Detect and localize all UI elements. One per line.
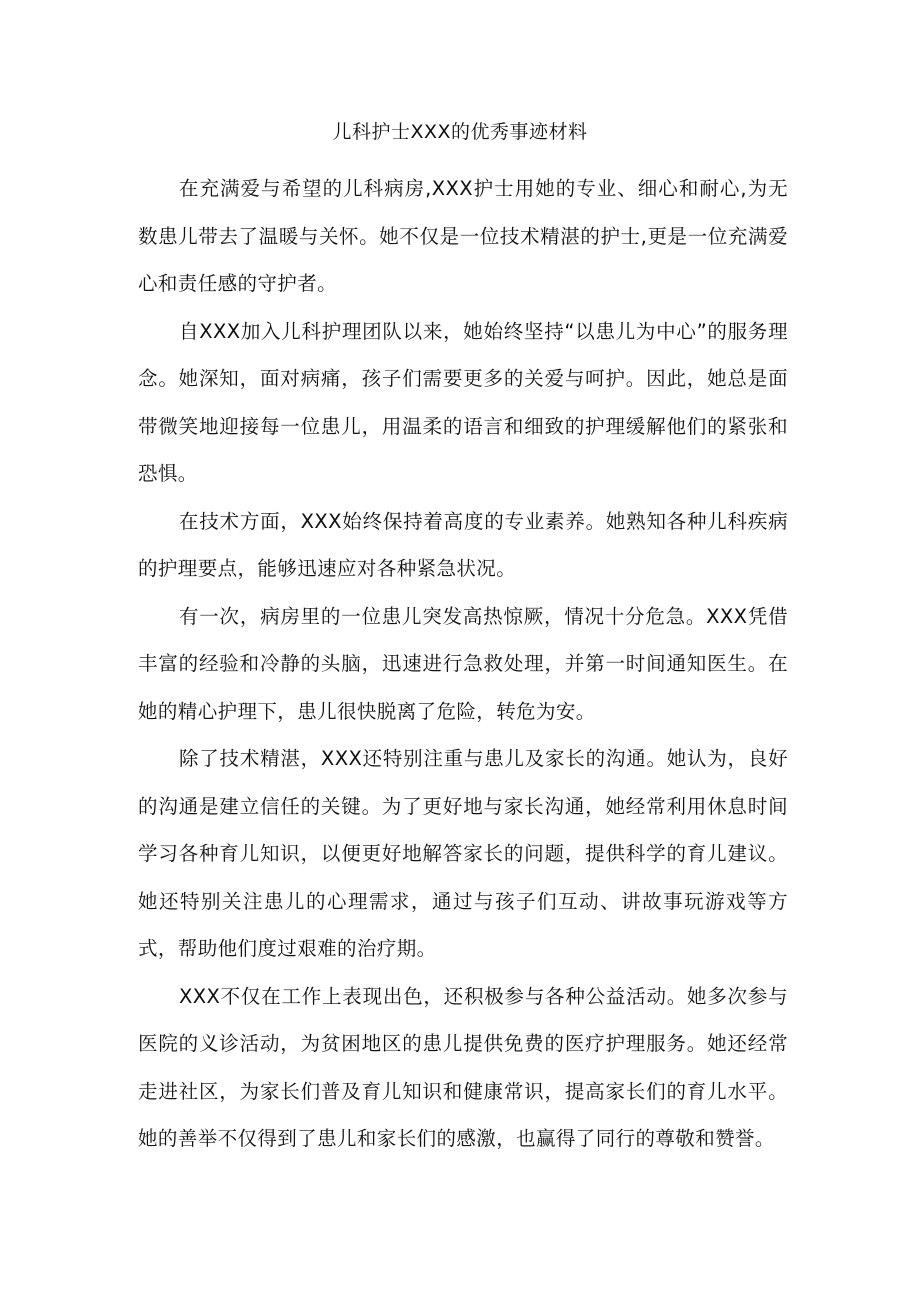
document-body xyxy=(138,165,788,1163)
paragraph-4: 有一次，病房里的一位患儿突发高热惊厥，情况十分危急。XXX凭借丰富的经验和冷静的头脑，迅速进行急救处理，并第一时间通知医生。在她的精心护理下，患儿很快脱离了危险，转危为安。 xyxy=(138,604,788,723)
document-title: 儿科护士XXX的优秀事迹材料 xyxy=(332,121,588,143)
paragraph-3: 在技术方面，XXX始终保持着高度的专业素养。她熟知各种儿科疾病的护理要点，能够迅速应对各种紧急状况。 xyxy=(138,509,788,580)
paragraph-5: 除了技术精湛，XXX还特别注重与患儿及家长的沟通。她认为，良好的沟通是建立信任的关键。为了更好地与家长沟通，她经常利用休息时间学习各种育儿知识，以便更好地解答家长的问题，提供科学的育儿建议。她还特别关注患儿的心理需求，通过与孩子们互动、讲故事玩游戏等方式，帮助他们度过艰难的治疗期。 xyxy=(138,747,788,960)
paragraph-2: 自XXX加入儿科护理团队以来，她始终坚持“以患儿为中心”的服务理念。她深知，面对病痛，孩子们需要更多的关爱与呵护。因此，她总是面带微笑地迎接每一位患儿，用温柔的语言和细致的护理缓解他们的紧张和恐惧。 xyxy=(138,319,788,485)
paragraph-6: XXX不仅在工作上表现出色，还积极参与各种公益活动。她多次参与医院的义诊活动，为贫困地区的患儿提供免费的医疗护理服务。她还经常走进社区，为家长们普及育儿知识和健康常识，提高家长们的育儿水平。她的善举不仅得到了患儿和家长们的感激，也赢得了同行的尊敬和赞誉。 xyxy=(138,984,788,1150)
paragraph-1: 在充满爱与希望的儿科病房,XXX护士用她的专业、细心和耐心,为无数患儿带去了温暖与关怀。她不仅是一位技术精湛的护士,更是一位充满爱心和责任感的守护者。 xyxy=(138,177,788,295)
